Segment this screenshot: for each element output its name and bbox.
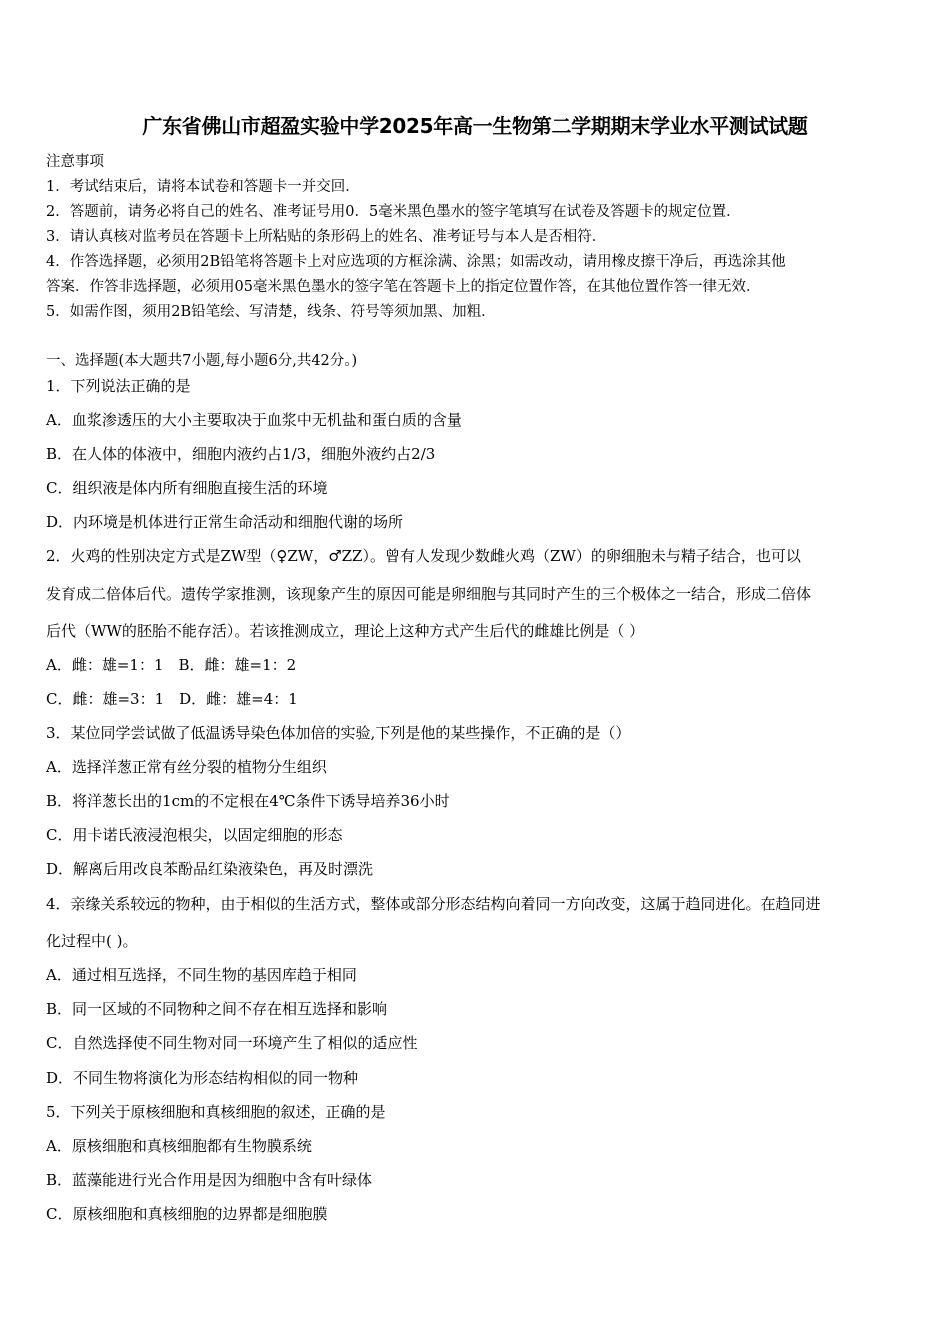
exam-title: 广东省佛山市超盈实验中学2025年高一生物第二学期期末学业水平测试试题 <box>142 114 808 138</box>
notice-item: 2．答题前，请务必将自己的姓名、准考证号用0．5毫米黑色墨水的签字笔填写在试卷及答题卡的规定位置． <box>46 204 741 220</box>
option-cd: C．雌：雄=3：1 D．雌：雄=4：1 <box>46 690 298 708</box>
option-a: A．选择洋葱正常有丝分裂的植物分生组织 <box>46 758 327 776</box>
option-d: D．内环境是机体进行正常生命活动和细胞代谢的场所 <box>46 513 404 531</box>
option-b: B．蓝藻能进行光合作用是因为细胞中含有叶绿体 <box>46 1171 373 1189</box>
option-c: C．原核细胞和真核细胞的边界都是细胞膜 <box>46 1205 328 1223</box>
notice-item: 1．考试结束后，请将本试卷和答题卡一并交回． <box>46 179 360 195</box>
option-a: A．通过相互选择，不同生物的基因库趋于相同 <box>46 966 357 984</box>
notice-heading: 注意事项 <box>46 154 104 170</box>
option-a: A．血浆渗透压的大小主要取决于血浆中无机盐和蛋白质的含量 <box>46 411 462 429</box>
option-b: B．将洋葱长出的1cm的不定根在4℃条件下诱导培养36小时 <box>46 792 450 810</box>
option-b: B．在人体的体液中，细胞内液约占1/3，细胞外液约占2/3 <box>46 445 436 463</box>
question-stem: 3．某位同学尝试做了低温诱导染色体加倍的实验,下列是他的某些操作，不正确的是（） <box>46 724 631 742</box>
option-a: A．原核细胞和真核细胞都有生物膜系统 <box>46 1137 312 1155</box>
option-b: B．同一区域的不同物种之间不存在相互选择和影响 <box>46 1000 388 1018</box>
option-c: C．自然选择使不同生物对同一环境产生了相似的适应性 <box>46 1034 418 1052</box>
question-stem: 发育成二倍体后代。遗传学家推测，该现象产生的原因可能是卵细胞与其同时产生的三个极体之一结合，形成二倍体 <box>46 585 812 603</box>
section-heading: 一、选择题(本大题共7小题,每小题6分,共42分。) <box>46 353 358 369</box>
option-c: C．用卡诺氏液浸泡根尖，以固定细胞的形态 <box>46 826 343 844</box>
notice-item: 4．作答选择题，必须用2B铅笔将答题卡上对应选项的方框涂满、涂黑；如需改动，请用橡皮擦干净后，再选涂其他 <box>46 254 786 270</box>
notice-item: 答案．作答非选择题，必须用05毫米黑色墨水的签字笔在答题卡上的指定位置作答，在其他位置作答一律无效． <box>46 279 761 295</box>
question-stem: 2．火鸡的性别决定方式是ZW型（♀ZW，♂ZZ）。曾有人发现少数雌火鸡（ZW）的卵细胞未与精子结合，也可以 <box>46 547 801 565</box>
question-stem: 1．下列说法正确的是 <box>46 377 191 395</box>
question-stem: 5．下列关于原核细胞和真核细胞的叙述，正确的是 <box>46 1103 386 1121</box>
notice-item: 3．请认真核对监考员在答题卡上所粘贴的条形码上的姓名、准考证号与本人是否相符． <box>46 229 607 245</box>
option-d: D．不同生物将演化为形态结构相似的同一物种 <box>46 1069 359 1087</box>
notice-item: 5．如需作图，须用2B铅笔绘、写清楚，线条、符号等须加黑、加粗． <box>46 304 496 320</box>
option-d: D．解离后用改良苯酚品红染液染色，再及时漂洗 <box>46 860 374 878</box>
option-ab: A．雌：雄=1：1 B．雌：雄=1：2 <box>46 656 297 674</box>
question-stem: 4．亲缘关系较远的物种，由于相似的生活方式，整体或部分形态结构向着同一方向改变，这属于趋同进化。在趋同进 <box>46 895 821 913</box>
question-stem: 后代（WW的胚胎不能存活）。若该推测成立，理论上这种方式产生后代的雌雄比例是（ ） <box>46 622 645 640</box>
option-c: C．组织液是体内所有细胞直接生活的环境 <box>46 479 328 497</box>
question-stem: 化过程中( )。 <box>46 932 138 950</box>
